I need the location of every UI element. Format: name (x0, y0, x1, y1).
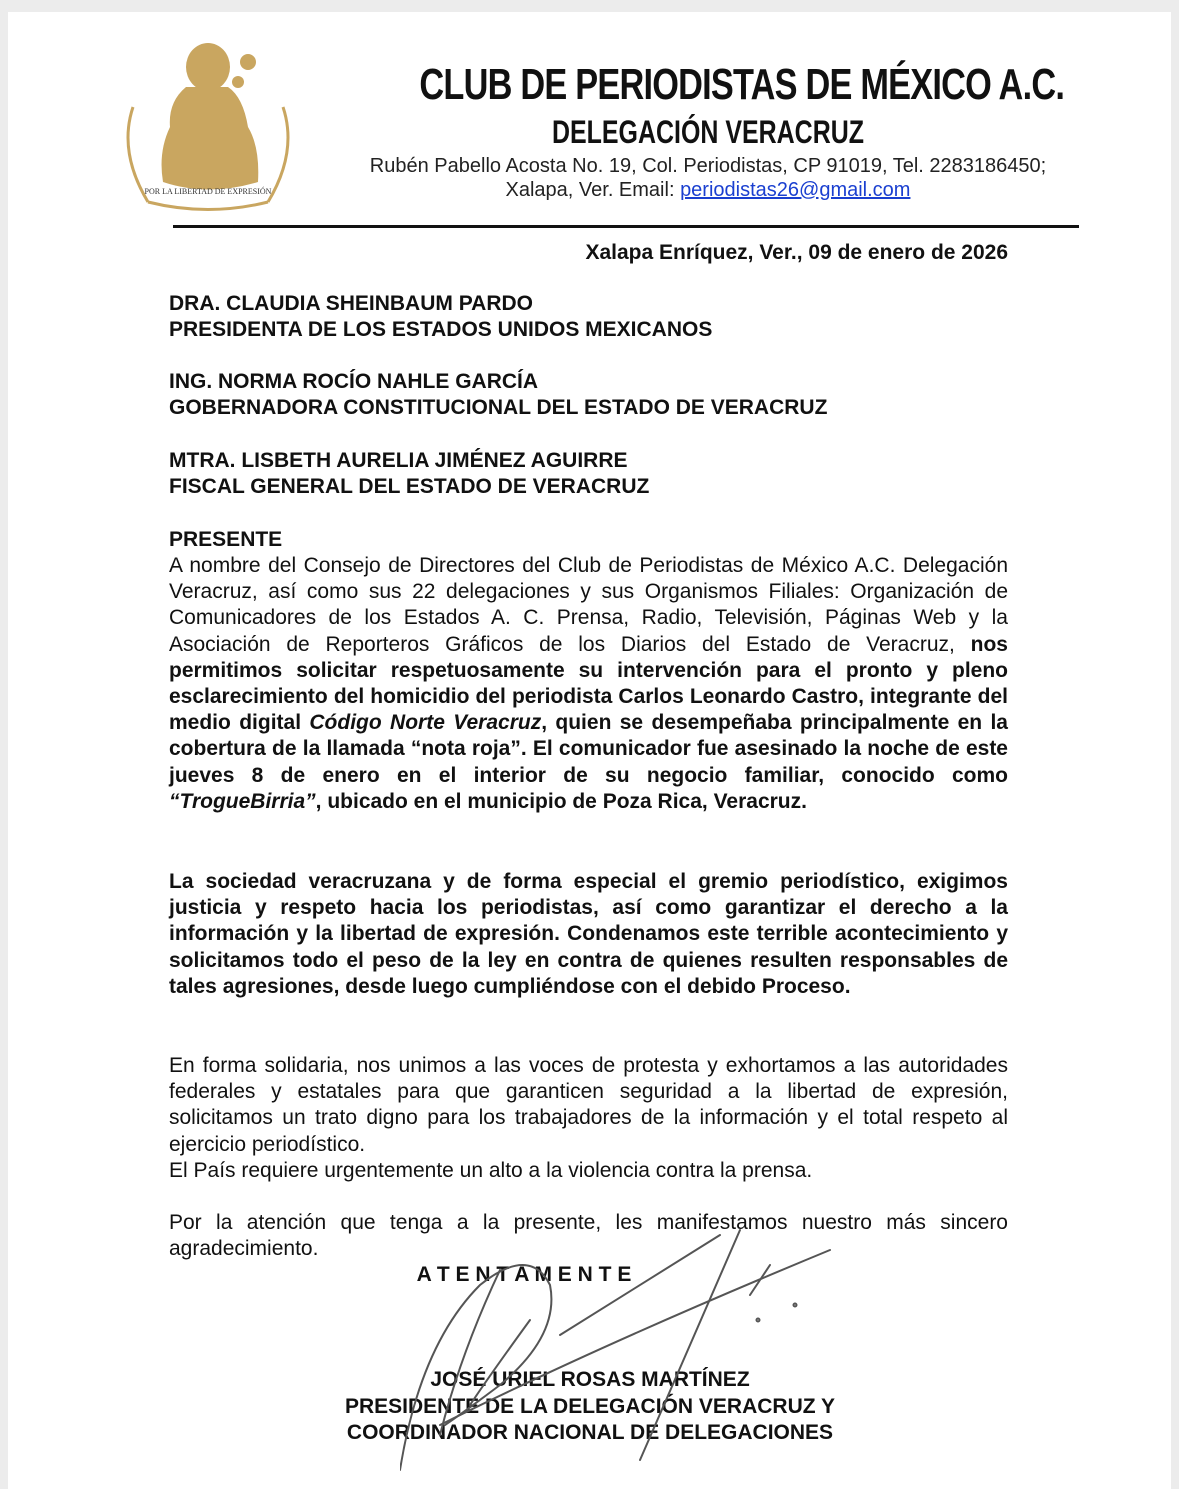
closing: Por la atención que tenga a la presente, les manifestamos nuestro más sincero agradecimiento. (169, 1211, 1008, 1261)
recipient-name: DRA. CLAUDIA SHEINBAUM PARDO (169, 292, 533, 315)
club-logo (108, 32, 308, 222)
paragraph-3: En forma solidaria, nos unimos a las voces de protesta y exhortamos a las autoridades federales y estatales para que garanticen seguridad a la libertad de expresión, solicitamos un trato digno para los trabajadores de la información y el total respeto al ejercicio periodístico. (169, 1054, 1008, 1156)
recipient-1 (169, 291, 1008, 343)
signatory-title: PRESIDENTE DE LA DELEGACIÓN VERACRUZ Y (344, 1394, 836, 1418)
address-prefix: Xalapa, Ver. Email: (505, 179, 681, 201)
text-segment-bold: , ubicado en el municipio de Poza Rica, Veracruz. (315, 789, 807, 813)
text-segment-bold: nos permitimos solicitar respetuosamente su intervención para el pronto y pleno esclarecimiento del homicidio del periodista Carlos Leonardo Castro, integrante del medio digital (169, 632, 1008, 735)
svg-text:POR LA LIBERTAD DE EXPRESIÓN: POR LA LIBERTAD DE EXPRESIÓN (144, 187, 272, 196)
text-segment-bold: , quien se desempeñaba principalmente en la cobertura de la llamada “nota roja”. El comunicador fue asesinado la noche de este jueves 8 de enero en el interior de su negocio familiar, conocido como (169, 711, 1008, 787)
recipient-2 (169, 369, 1008, 421)
signatory-name: JOSÉ URIEL ROSAS MARTÍNEZ (430, 1368, 750, 1391)
delegation-name: DELEGACIÓN VERACRUZ (551, 114, 864, 150)
text-segment: A nombre del Consejo de Directores del Club de Periodistas de México A.C. Delegación Veracruz, así como sus 22 delegaciones y sus Organismos Filiales: Organización de Comunicadores de los Estados A. C. Prensa, Radio, Televisión, Páginas Web y la Asociación de Reporteros Gráficos de los Diarios del Estado de Veracruz, (169, 554, 1008, 656)
address-line: Rubén Pabello Acosta No. 19, Col. Periodistas, CP 91019, Tel. 2283186450; (369, 155, 1047, 177)
paragraph-2: La sociedad veracruzana y de forma especial el gremio periodístico, exigimos justicia y respeto hacia los periodistas, así como garantizar el derecho a la información y la libertad de expresión. Condenamos este terrible acontecimiento y solicitamos todo el peso de la ley en contra de quienes resulten responsables de tales agresiones, desde luego cumpliéndose con el debido Proceso. (169, 870, 1008, 998)
signatory-title-2: COORDINADOR NACIONAL DE DELEGACIONES (346, 1421, 834, 1444)
recipient-name: ING. NORMA ROCÍO NAHLE GARCÍA (169, 370, 539, 393)
business-name: “TrogueBirria” (169, 789, 316, 813)
address (338, 154, 1078, 202)
atentamente: A T E N T A M E N T E (416, 1263, 632, 1286)
organization-name: CLUB DE PERIODISTAS DE MÉXICO A.C. (419, 60, 1065, 109)
recipient-3 (169, 448, 1008, 500)
recipient-name: MTRA. LISBETH AURELIA JIMÉNEZ AGUIRRE (169, 449, 628, 472)
handwritten-signature (400, 1225, 860, 1475)
paragraph-4: El País requiere urgentemente un alto a la violencia contra la prensa. (169, 1159, 813, 1182)
presente-heading: PRESENTE (169, 528, 283, 551)
recipient-title: FISCAL GENERAL DEL ESTADO DE VERACRUZ (169, 475, 650, 499)
email-link[interactable]: periodistas26@gmail.com (680, 179, 911, 201)
address-line-2 (338, 178, 1078, 202)
letter-date: Xalapa Enríquez, Ver., 09 de enero de 2026 (585, 241, 1008, 264)
recipient-title: PRESIDENTA DE LOS ESTADOS UNIDOS MEXICANOS (169, 318, 713, 342)
paragraph-1 (169, 553, 1008, 815)
header-divider (173, 225, 1079, 228)
recipient-title: GOBERNADORA CONSTITUCIONAL DEL ESTADO DE VERACRUZ (169, 396, 828, 420)
media-name: Código Norte Veracruz (309, 711, 542, 735)
